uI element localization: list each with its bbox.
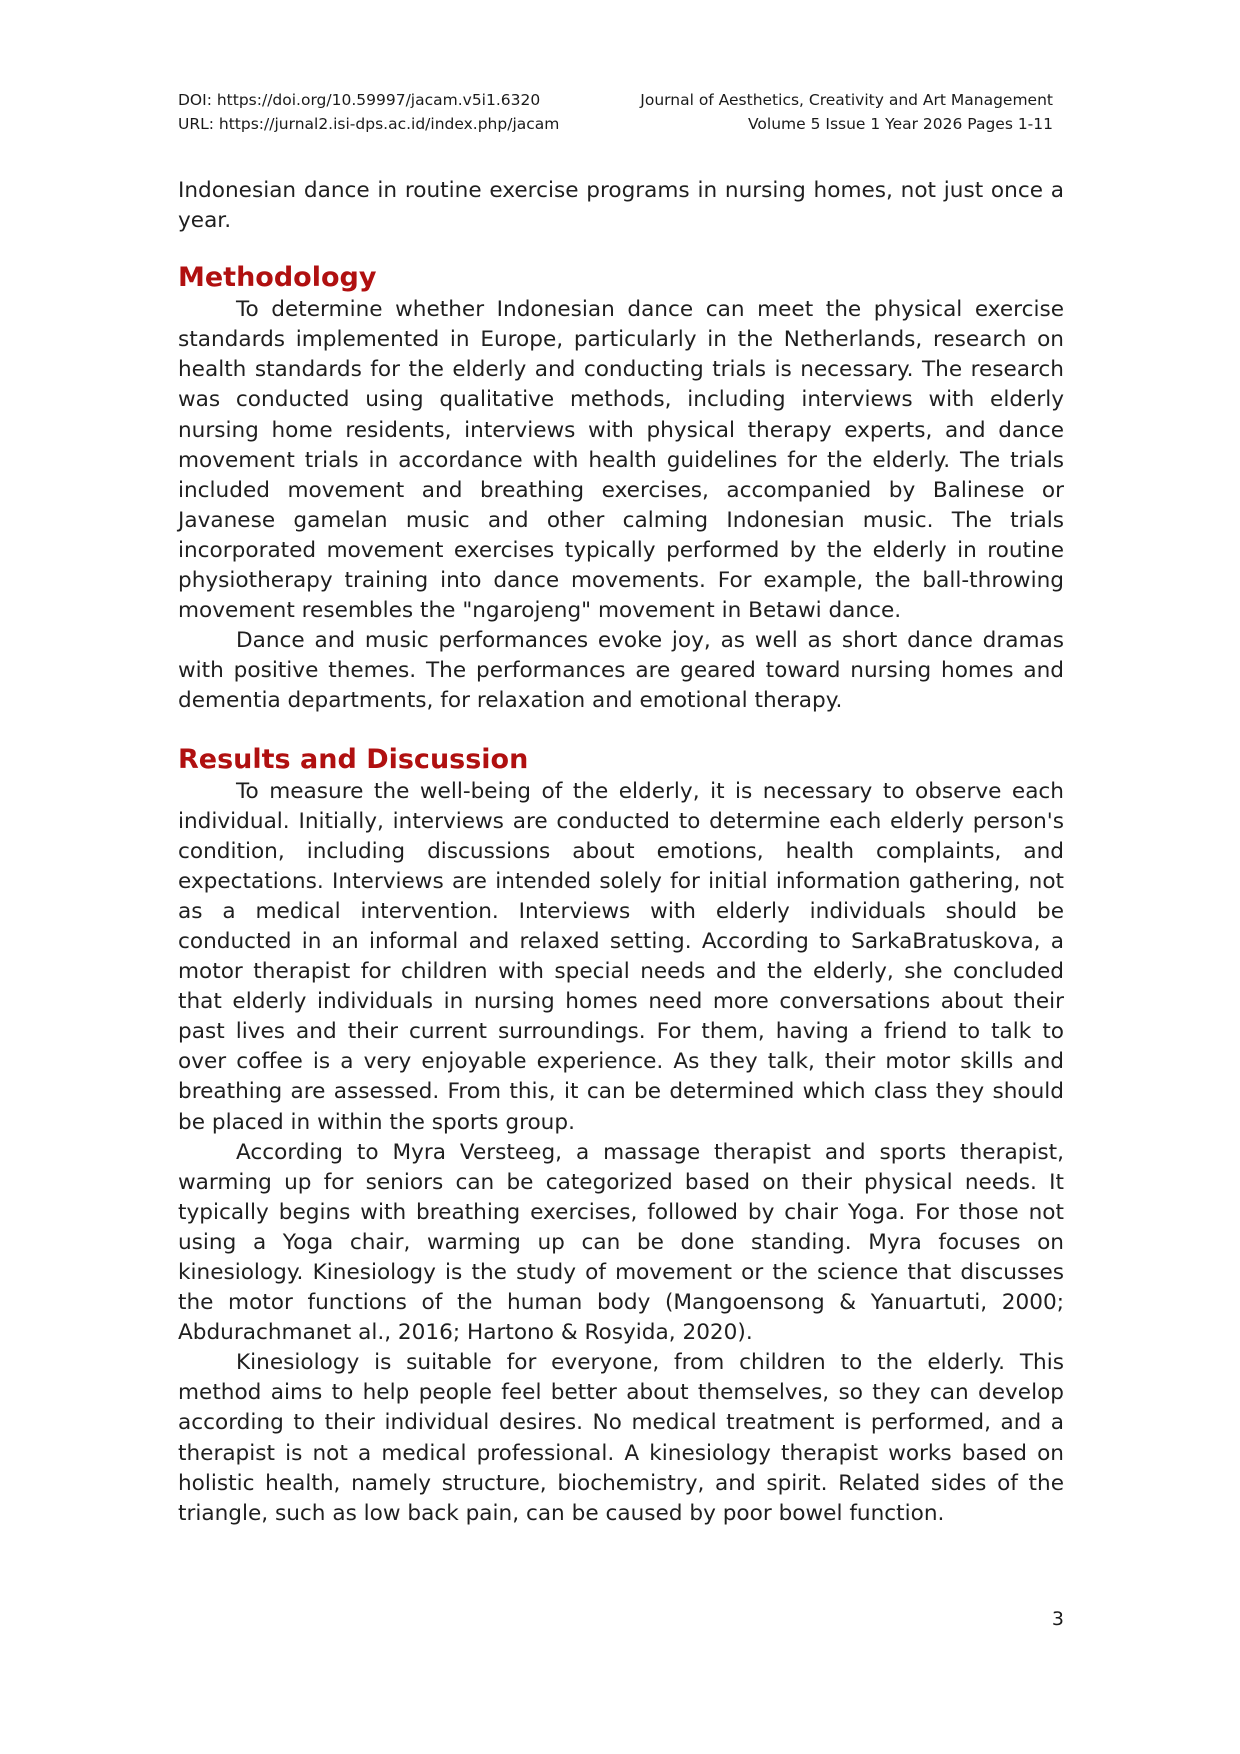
results-paragraph-3: Kinesiology is suitable for everyone, from children to the elderly. This method aims to help people feel better about themselves, so they can develop according to their individual desires. No medical treatment is performed, and a therapist is not a medical professional. A kinesiology therapist works based on holistic health, namely structure, biochemistry, and spirit. Related sides of the triangle, such as low back pain, can be caused by poor bowel function.: [178, 1350, 1064, 1526]
volume-info: Volume 5 Issue 1 Year 2026 Pages 1-11: [748, 115, 1053, 133]
intro-continuation-paragraph: Indonesian dance in routine exercise programs in nursing homes, not just once a year.: [178, 178, 1064, 234]
methodology-paragraph-1: To determine whether Indonesian dance can meet the physical exercise standards implemented in Europe, particularly in the Netherlands, research on health standards for the elderly and conducting trials is necessary. The research was conducted using qualitative methods, including interviews with elderly nursing home residents, interviews with physical therapy experts, and dance movement trials in accordance with health guidelines for the elderly. The trials included movement and breathing exercises, accompanied by Balinese or Javanese gamelan music and other calming Indonesian music. The trials incorporated movement exercises typically performed by the elderly in routine physiotherapy training into dance movements. For example, the ball-throwing movement resembles the "ngarojeng" movement in Betawi dance.: [178, 297, 1064, 624]
results-paragraph-2: According to Myra Versteeg, a massage therapist and sports therapist, warming up for seniors can be categorized based on their physical needs. It typically begins with breathing exercises, followed by chair Yoga. For those not using a Yoga chair, warming up can be done standing. Myra focuses on kinesiology. Kinesiology is the study of movement or the science that discusses the motor functions of the human body (Mangoensong & Yanuartuti, 2000; Abdurachmanet al., 2016; Hartono & Rosyida, 2020).: [178, 1139, 1064, 1346]
header-right: [640, 88, 1053, 136]
results-paragraph-1: To measure the well-being of the elderly, it is necessary to observe each individual. Initially, interviews are conducted to determine each elderly person's condition, including discussions about emotions, health complaints, and expectations. Interviews are intended solely for initial information gathering, not as a medical intervention. Interviews with elderly individuals should be conducted in an informal and relaxed setting. According to SarkaBratuskova, a motor therapist for children with special needs and the elderly, she concluded that elderly individuals in nursing homes need more conversations about their past lives and their current surroundings. For them, having a friend to talk to over coffee is a very enjoyable experience. As they talk, their motor skills and breathing are assessed. From this, it can be determined which class they should be placed in within the sports group.: [178, 778, 1064, 1135]
article-body: [178, 176, 1064, 1529]
url-line: URL: https://jurnal2.isi-dps.ac.id/index.php/jacam: [178, 115, 560, 133]
methodology-heading: Methodology: [178, 262, 377, 294]
header-left: [178, 88, 559, 136]
results-heading: Results and Discussion: [178, 743, 529, 775]
journal-title: Journal of Aesthetics, Creativity and Art Management: [640, 91, 1053, 109]
doi-line: DOI: https://doi.org/10.59997/jacam.v5i1.6320: [178, 91, 541, 109]
page-number: 3: [1051, 1608, 1064, 1630]
methodology-paragraph-2: Dance and music performances evoke joy, as well as short dance dramas with positive themes. The performances are geared toward nursing homes and dementia departments, for relaxation and emotional therapy.: [178, 628, 1064, 714]
